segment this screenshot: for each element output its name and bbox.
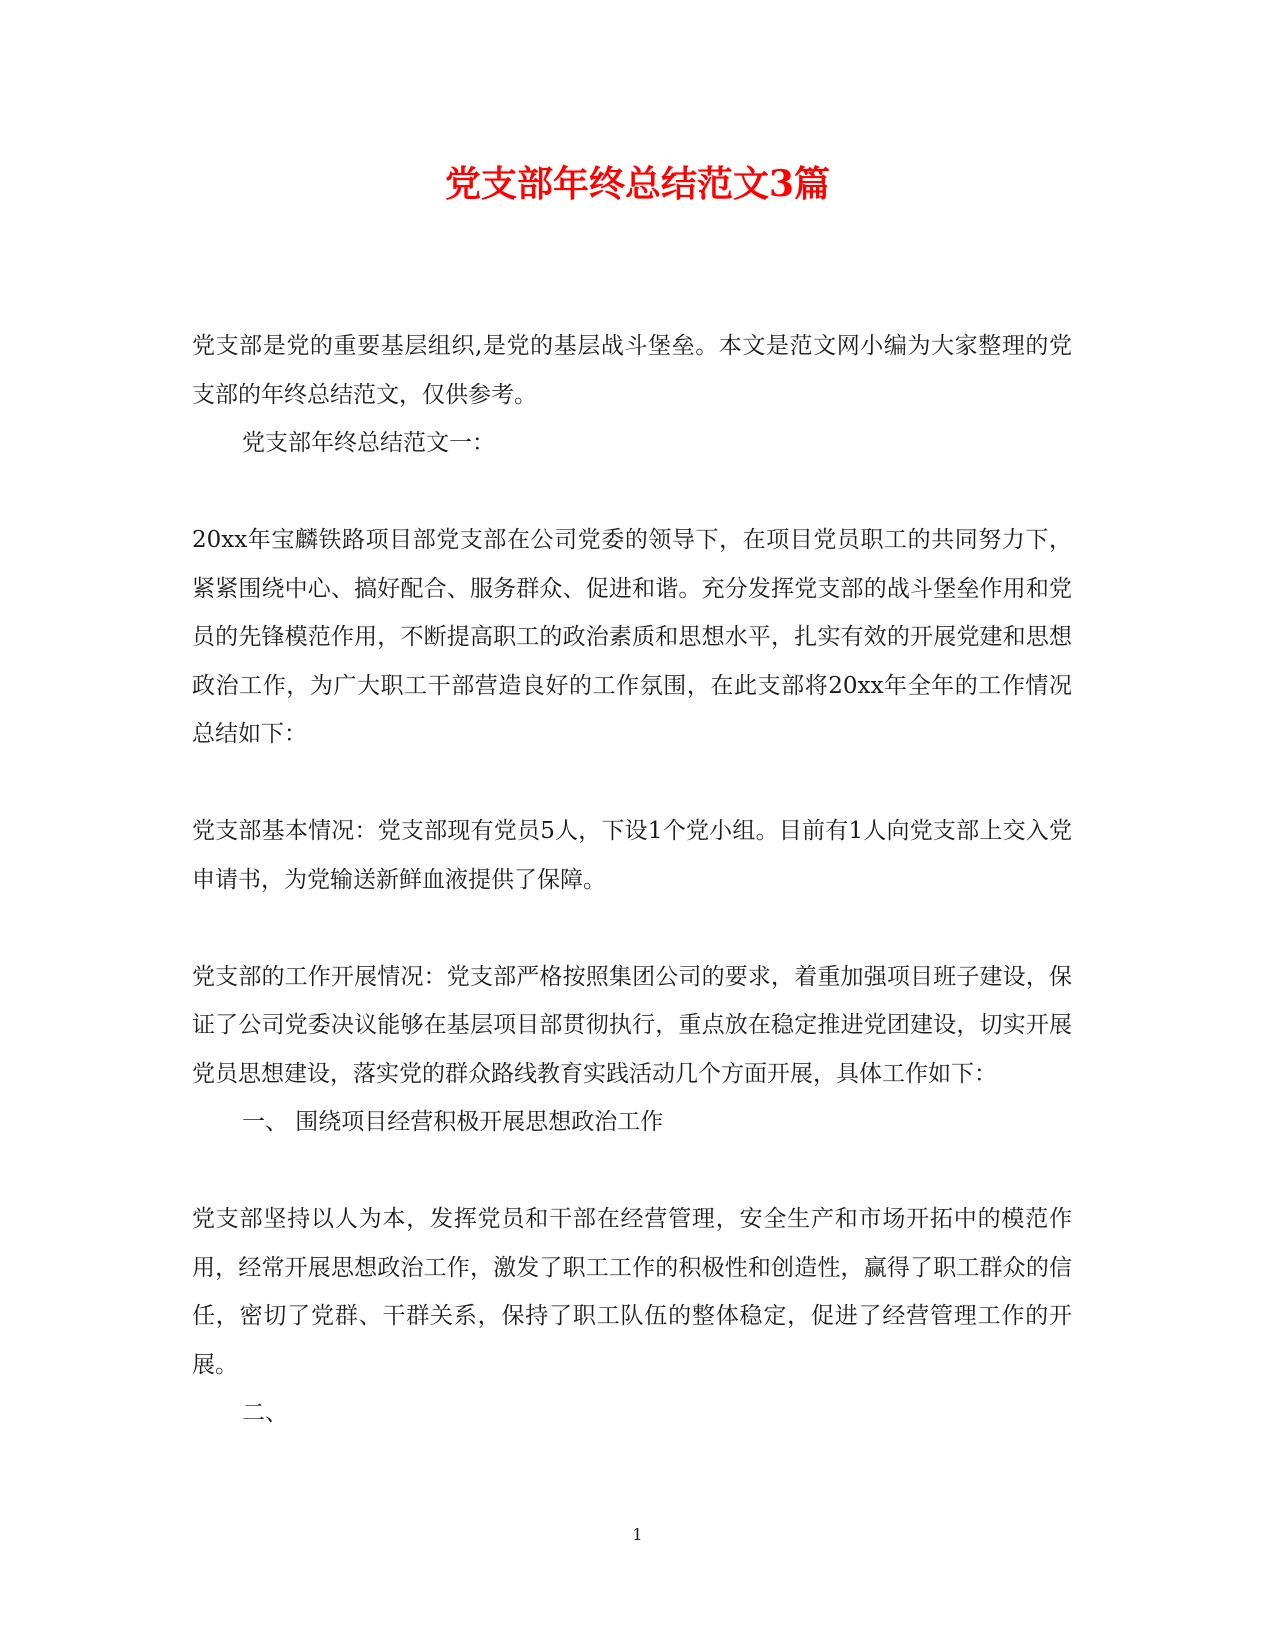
subheading-two: 二、 xyxy=(242,1400,288,1426)
basic-situation-paragraph: 党支部基本情况：党支部现有党员5人，下设1个党小组。目前有1人向党支部上交入党申请书，为党输送新鲜血液提供了保障。 xyxy=(192,818,1072,893)
paragraph-gap xyxy=(192,1147,1072,1196)
intro-paragraph: 党支部是党的重要基层组织,是党的基层战斗堡垒。本文是范文网小编为大家整理的党支部的年终总结范文，仅供参考。 xyxy=(192,333,1072,408)
summary-paragraph: 20xx年宝麟铁路项目部党支部在公司党委的领导下，在项目党员职工的共同努力下，紧紧围绕中心、搞好配合、服务群众、促进和谐。充分发挥党支部的战斗堡垒作用和党员的先锋模范作用，不断提高职工的政治素质和思想水平，扎实有效的开展党建和思想政治工作，为广大职工干部营造良好的工作氛围，在此支部将20xx年全年的工作情况总结如下： xyxy=(192,527,1072,747)
paragraph-gap xyxy=(192,468,1072,517)
page-number: 1 xyxy=(632,1525,643,1544)
subheading-one: 一、 围绕项目经营积极开展思想政治工作 xyxy=(242,1109,664,1135)
paragraph-gap xyxy=(192,759,1072,808)
document-body xyxy=(192,322,1072,1438)
document-title: 党支部年终总结范文3篇 xyxy=(444,163,831,205)
work-situation-paragraph: 党支部的工作开展情况：党支部严格按照集团公司的要求，着重加强项目班子建设，保证了公司党委决议能够在基层项目部贯彻执行，重点放在稳定推进党团建设，切实开展党员思想建设，落实党的群众路线教育实践活动几个方面开展，具体工作如下： xyxy=(192,963,1072,1087)
management-paragraph: 党支部坚持以人为本，发挥党员和干部在经营管理，安全生产和市场开拓中的模范作用，经常开展思想政治工作，激发了职工工作的积极性和创造性，赢得了职工群众的信任，密切了党群、干群关系，保持了职工队伍的整体稳定，促进了经营管理工作的开展。 xyxy=(192,1206,1072,1378)
paragraph-gap xyxy=(192,904,1072,953)
section-heading-one: 党支部年终总结范文一： xyxy=(242,430,495,456)
